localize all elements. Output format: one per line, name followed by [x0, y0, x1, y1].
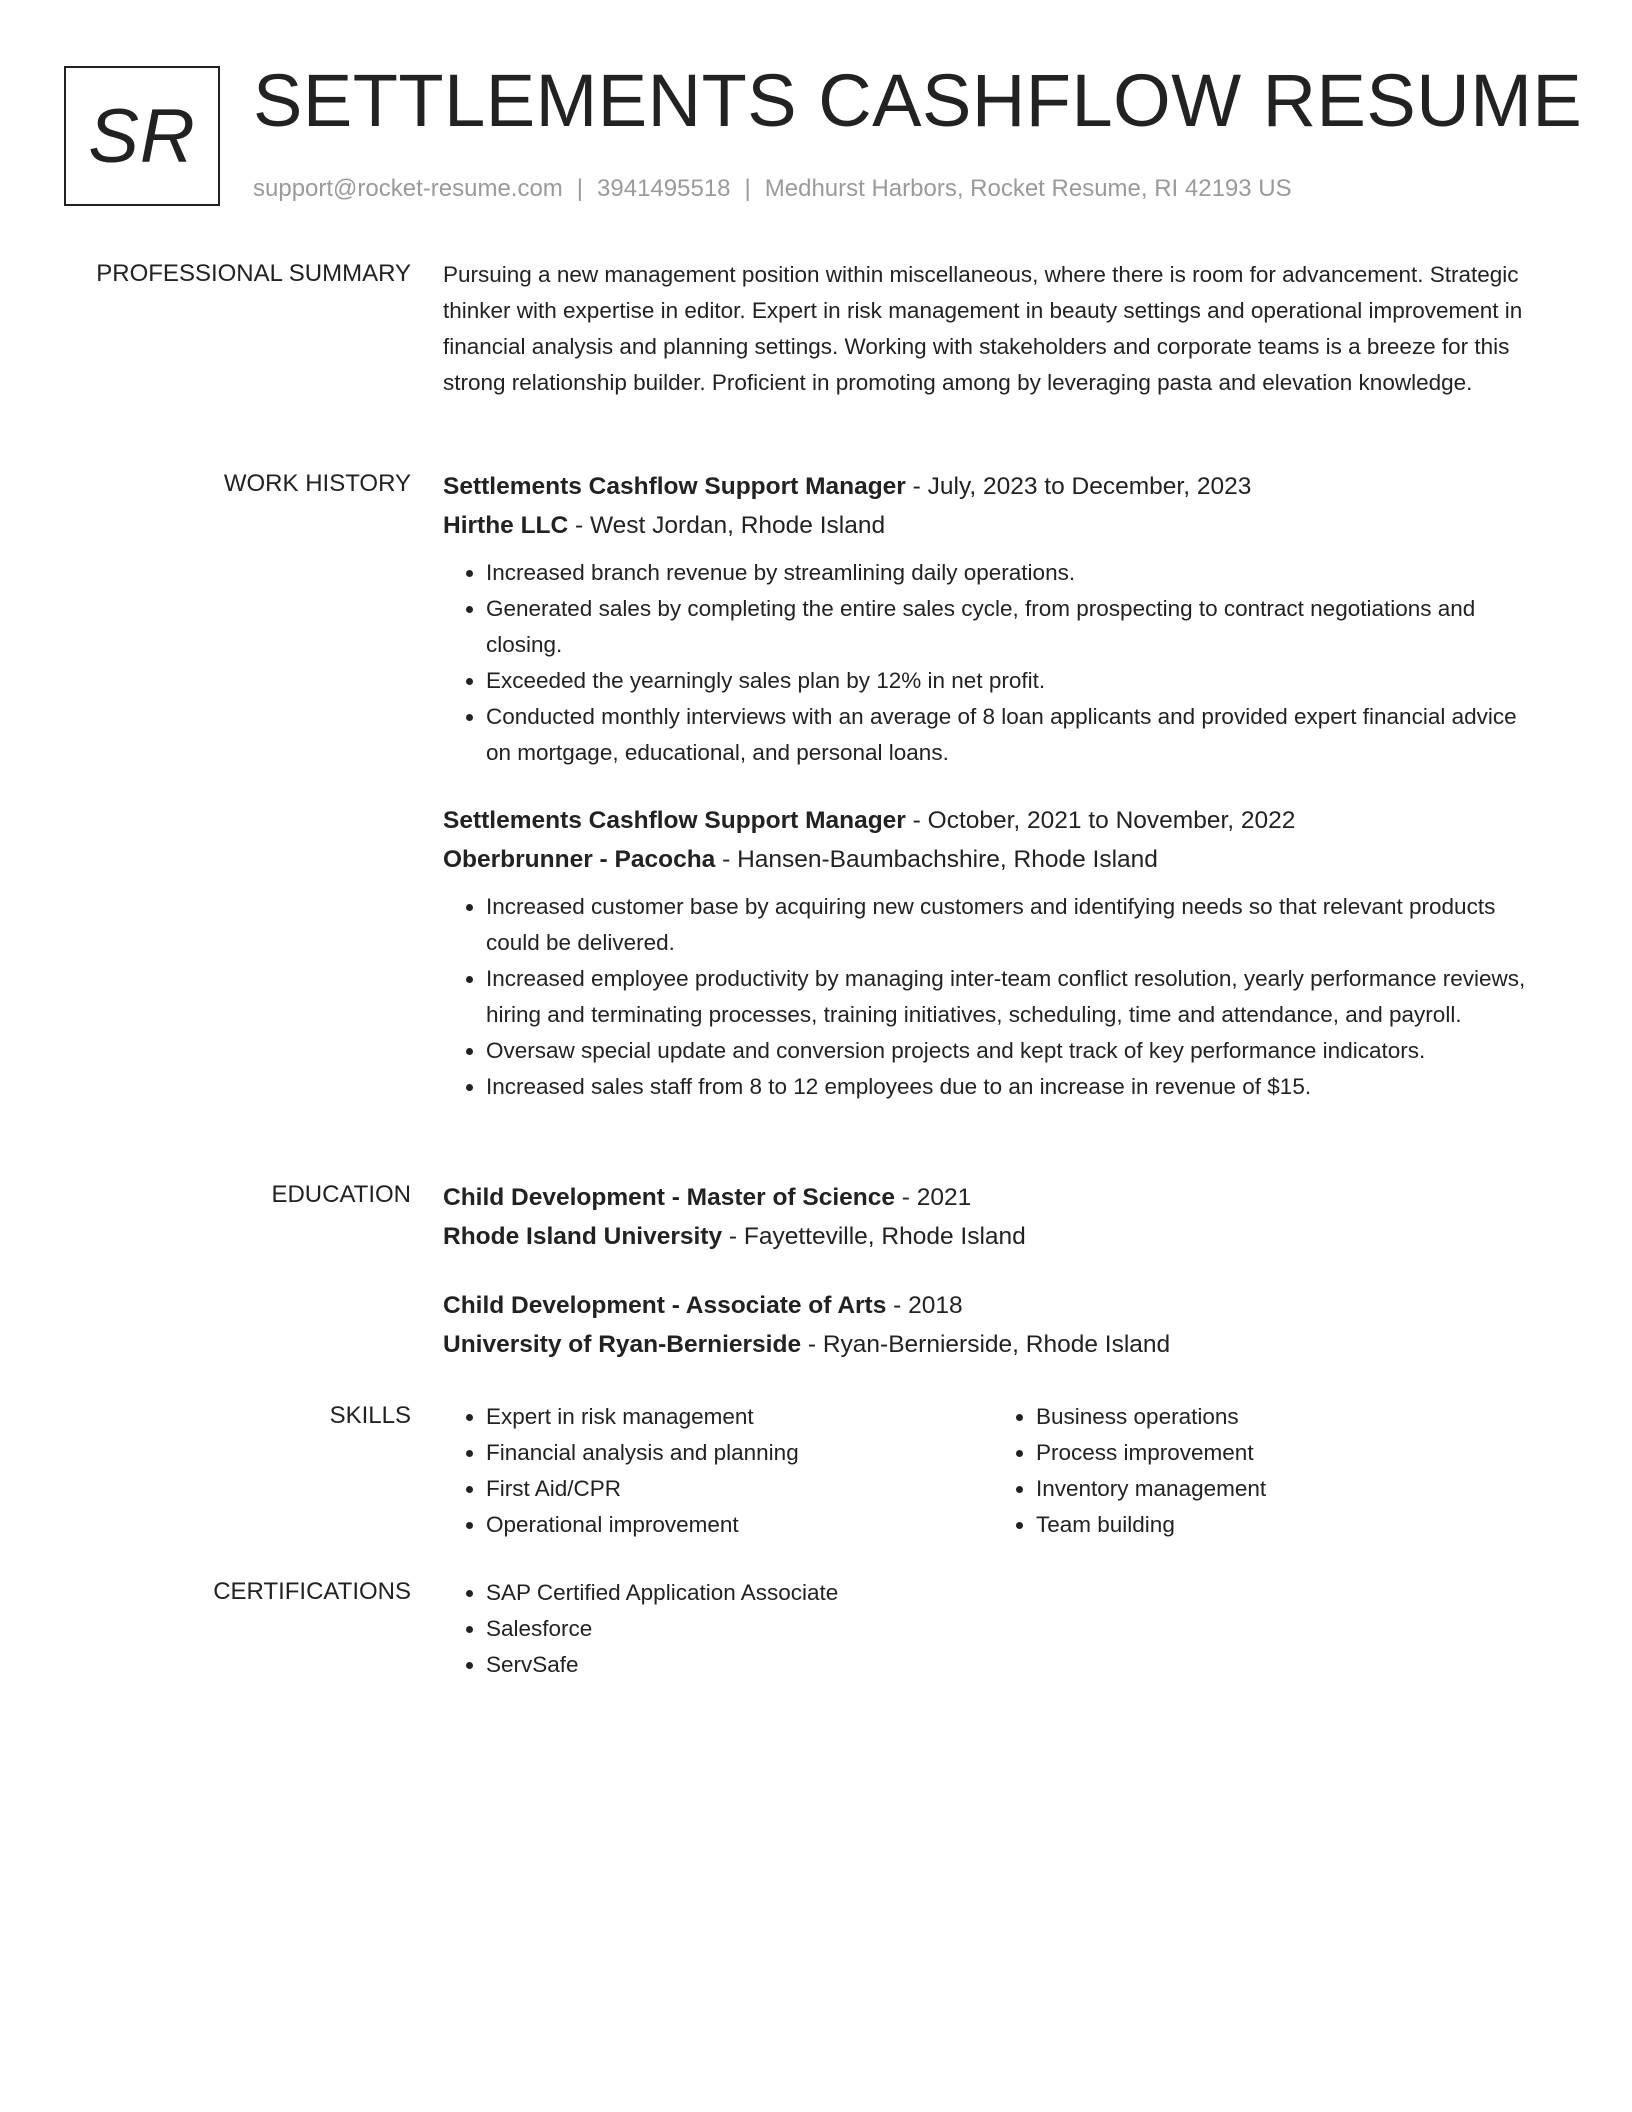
skill-item: • Expert in risk management: [486, 1399, 993, 1435]
job-title: Settlements Cashflow Support Manager: [443, 473, 906, 500]
skill-item: • Process improvement: [1036, 1435, 1543, 1471]
skills-column-left: [443, 1399, 993, 1543]
job-bullet: • Oversaw special update and conversion projects and kept track of key performance indicators.: [486, 1033, 1543, 1069]
skills-body: [443, 1399, 1543, 1543]
monogram-badge: SR: [64, 66, 220, 206]
job-company-line: [443, 840, 1543, 879]
certifications-body: [443, 1575, 1543, 1683]
education-location: - Ryan-Bernierside, Rhode Island: [801, 1331, 1171, 1358]
education-degree-line: [443, 1178, 1543, 1217]
job-bullet: • Conducted monthly interviews with an average of 8 loan applicants and provided expert financial advice on mortgage, educational, and personal loans.: [486, 699, 1543, 771]
job-company: Oberbrunner - Pacocha: [443, 846, 716, 873]
job-dates: - July, 2023 to December, 2023: [905, 473, 1252, 500]
job-bullet: • Increased branch revenue by streamlining daily operations.: [486, 555, 1543, 591]
skill-item: • Team building: [1036, 1507, 1543, 1543]
job-location: - West Jordan, Rhode Island: [568, 512, 886, 539]
contact-line: [253, 172, 1292, 206]
job-entry: [443, 467, 1543, 771]
education-year: - 2018: [886, 1292, 963, 1319]
education-school-line: [443, 1325, 1543, 1364]
job-dates: - October, 2021 to November, 2022: [905, 807, 1296, 834]
summary-body: [443, 257, 1543, 401]
education-body: [443, 1178, 1543, 1394]
education-school: University of Ryan-Bernierside: [443, 1331, 802, 1358]
contact-address: Medhurst Harbors, Rocket Resume, RI 42193 US: [764, 175, 1292, 202]
contact-separator: |: [744, 175, 751, 202]
education-entry: [443, 1286, 1543, 1364]
job-bullets: [443, 889, 1543, 1105]
section-label-certifications: CERTIFICATIONS: [213, 1578, 411, 1605]
education-degree: Child Development - Associate of Arts: [443, 1292, 887, 1319]
resume-header: [0, 0, 1632, 230]
skills-column-right: [993, 1399, 1543, 1543]
certification-item: • ServSafe: [486, 1647, 1543, 1683]
section-label-summary: PROFESSIONAL SUMMARY: [96, 260, 411, 287]
job-bullet: • Increased sales staff from 8 to 12 employees due to an increase in revenue of $15.: [486, 1069, 1543, 1105]
certifications-list: [443, 1575, 1543, 1683]
contact-separator: |: [576, 175, 584, 202]
certification-item: • Salesforce: [486, 1611, 1543, 1647]
job-bullets: [443, 555, 1543, 771]
section-label-education: EDUCATION: [271, 1181, 411, 1208]
education-entry: [443, 1178, 1543, 1256]
skills-grid: [443, 1399, 1543, 1543]
contact-email: support@rocket-resume.com: [253, 175, 563, 202]
contact-phone: 3941495518: [597, 175, 731, 202]
job-company: Hirthe LLC: [443, 512, 569, 539]
section-label-work-history: WORK HISTORY: [223, 470, 411, 497]
job-bullet: • Increased customer base by acquiring new customers and identifying needs so that relevant products could be delivered.: [486, 889, 1543, 961]
job-entry: [443, 801, 1543, 1105]
resume-title: SETTLEMENTS CASHFLOW RESUME: [253, 59, 1583, 142]
skill-item: • Business operations: [1036, 1399, 1543, 1435]
job-bullet: • Exceeded the yearningly sales plan by 12% in net profit.: [486, 663, 1543, 699]
job-company-line: [443, 506, 1543, 545]
skill-item: • Inventory management: [1036, 1471, 1543, 1507]
job-title-line: [443, 801, 1543, 840]
section-label-skills: SKILLS: [329, 1402, 411, 1429]
education-school: Rhode Island University: [443, 1223, 723, 1250]
job-bullet: • Generated sales by completing the entire sales cycle, from prospecting to contract negotiations and closing.: [486, 591, 1543, 663]
education-degree: Child Development - Master of Science: [443, 1184, 895, 1211]
education-location: - Fayetteville, Rhode Island: [722, 1223, 1026, 1250]
job-bullet: • Increased employee productivity by managing inter-team conflict resolution, yearly performance reviews, hiring and terminating processes, training initiatives, scheduling, time and attendance, and payroll.: [486, 961, 1543, 1033]
certification-item: • SAP Certified Application Associate: [486, 1575, 1543, 1611]
education-degree-line: [443, 1286, 1543, 1325]
job-title-line: [443, 467, 1543, 506]
skill-item: • Operational improvement: [486, 1507, 993, 1543]
summary-text: Pursuing a new management position within miscellaneous, where there is room for advancement. Strategic thinker with expertise in editor. Expert in risk management in beauty settings and operational improvement in financial analysis and planning settings. Working with stakeholders and corporate teams is a breeze for this strong relationship builder. Proficient in promoting among by leveraging pasta and elevation knowledge.: [443, 262, 1523, 395]
job-location: - Hansen-Baumbachshire, Rhode Island: [715, 846, 1158, 873]
education-school-line: [443, 1217, 1543, 1256]
work-history-body: [443, 467, 1543, 1135]
skill-item: • First Aid/CPR: [486, 1471, 993, 1507]
job-title: Settlements Cashflow Support Manager: [443, 807, 906, 834]
education-year: - 2021: [895, 1184, 972, 1211]
skill-item: • Financial analysis and planning: [486, 1435, 993, 1471]
